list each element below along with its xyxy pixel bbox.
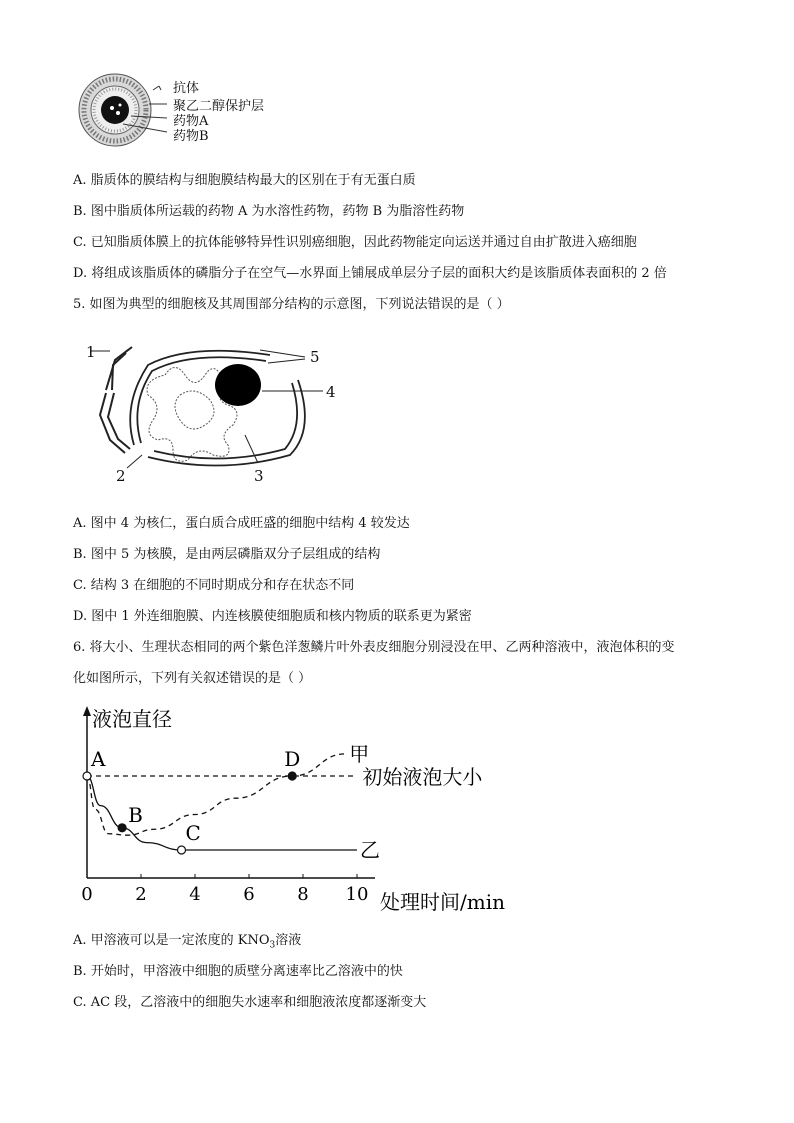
data-point-label: C: [185, 821, 201, 845]
q4-option-b: B. 图中脂质体所运载的药物 A 为水溶性药物，药物 B 为脂溶性药物: [73, 204, 465, 219]
q6-option-a-subscript: 3: [269, 940, 276, 951]
y-axis-label: 液泡直径: [92, 707, 172, 731]
series-label: 甲: [349, 741, 370, 766]
q5-option-c: C. 结构 3 在细胞的不同时期成分和存在状态不同: [73, 578, 355, 593]
q6-stem-line2: 化如图所示，下列有关叙述错误的是（ ）: [73, 671, 312, 686]
q6-stem-line1: 6. 将大小、生理状态相同的两个紫色洋葱鳞片叶外表皮细胞分别浸没在甲、乙两种溶液中，液泡体积的变: [73, 640, 675, 655]
q5-option-b: B. 图中 5 为核膜，是由两层磷脂双分子层组成的结构: [73, 547, 381, 562]
drug-a-label: 药物A: [173, 114, 209, 129]
data-point-label: A: [91, 747, 106, 771]
series-label: 乙: [360, 838, 380, 862]
liposome-figure: [75, 72, 295, 150]
data-point: [118, 824, 126, 832]
vacuole-chart-svg: [70, 700, 530, 920]
nucleus-label-2: 2: [116, 467, 126, 485]
vacuole-chart: [70, 700, 530, 920]
y-axis-arrow: [83, 706, 91, 716]
q6-option-b: B. 开始时，甲溶液中细胞的质壁分离速率比乙溶液中的快: [73, 964, 403, 979]
antibody-label: 抗体: [173, 81, 200, 96]
q6-option-c: C. AC 段，乙溶液中的细胞失水速率和细胞液浓度都逐渐变大: [73, 995, 427, 1010]
q5-option-d: D. 图中 1 外连细胞膜、内连核膜使细胞质和核内物质的联系更为紧密: [73, 609, 472, 624]
x-tick-label: 0: [81, 884, 93, 905]
data-point: [178, 846, 186, 854]
x-tick-label: 6: [243, 884, 255, 905]
q4-option-c: C. 已知脂质体膜上的抗体能够特异性识别癌细胞，因此药物能定向运送并通过自由扩散进入癌细胞: [73, 235, 637, 250]
q5-stem: 5. 如图为典型的细胞核及其周围部分结构的示意图，下列说法错误的是（ ）: [73, 297, 510, 312]
q6-option-a-suffix: 溶液: [275, 933, 302, 948]
peg-layer-label: 聚乙二醇保护层: [173, 99, 265, 114]
q4-option-a: A. 脂质体的膜结构与细胞膜结构最大的区别在于有无蛋白质: [73, 173, 416, 188]
series-line: [87, 754, 346, 835]
nucleus-label-5: 5: [310, 348, 320, 366]
x-tick-label: 4: [189, 884, 201, 905]
nucleus-figure: [80, 335, 350, 487]
nucleus-label-3: 3: [254, 467, 264, 485]
data-point: [288, 772, 296, 780]
nucleus-label-4: 4: [326, 383, 336, 401]
reference-line-label: 初始液泡大小: [362, 765, 483, 789]
x-axis-label: 处理时间/min: [380, 890, 505, 914]
data-point-label: D: [284, 747, 301, 771]
x-tick-label: 2: [135, 884, 147, 905]
q6-option-a-text: A. 甲溶液可以是一定浓度的 KNO: [73, 933, 270, 948]
drug-b-label: 药物B: [173, 129, 209, 144]
q5-option-a: A. 图中 4 为核仁，蛋白质合成旺盛的细胞中结构 4 较发达: [73, 516, 410, 531]
q6-option-a: [73, 932, 301, 955]
x-tick-label: 8: [297, 884, 309, 905]
q4-option-d: D. 将组成该脂质体的磷脂分子在空气—水界面上铺展成单层分子层的面积大约是该脂质体表面积的 2 倍: [73, 266, 667, 281]
nucleus-label-1: 1: [86, 343, 96, 361]
data-point: [83, 772, 91, 780]
data-point-label: B: [128, 802, 143, 827]
x-tick-label: 10: [345, 884, 369, 905]
